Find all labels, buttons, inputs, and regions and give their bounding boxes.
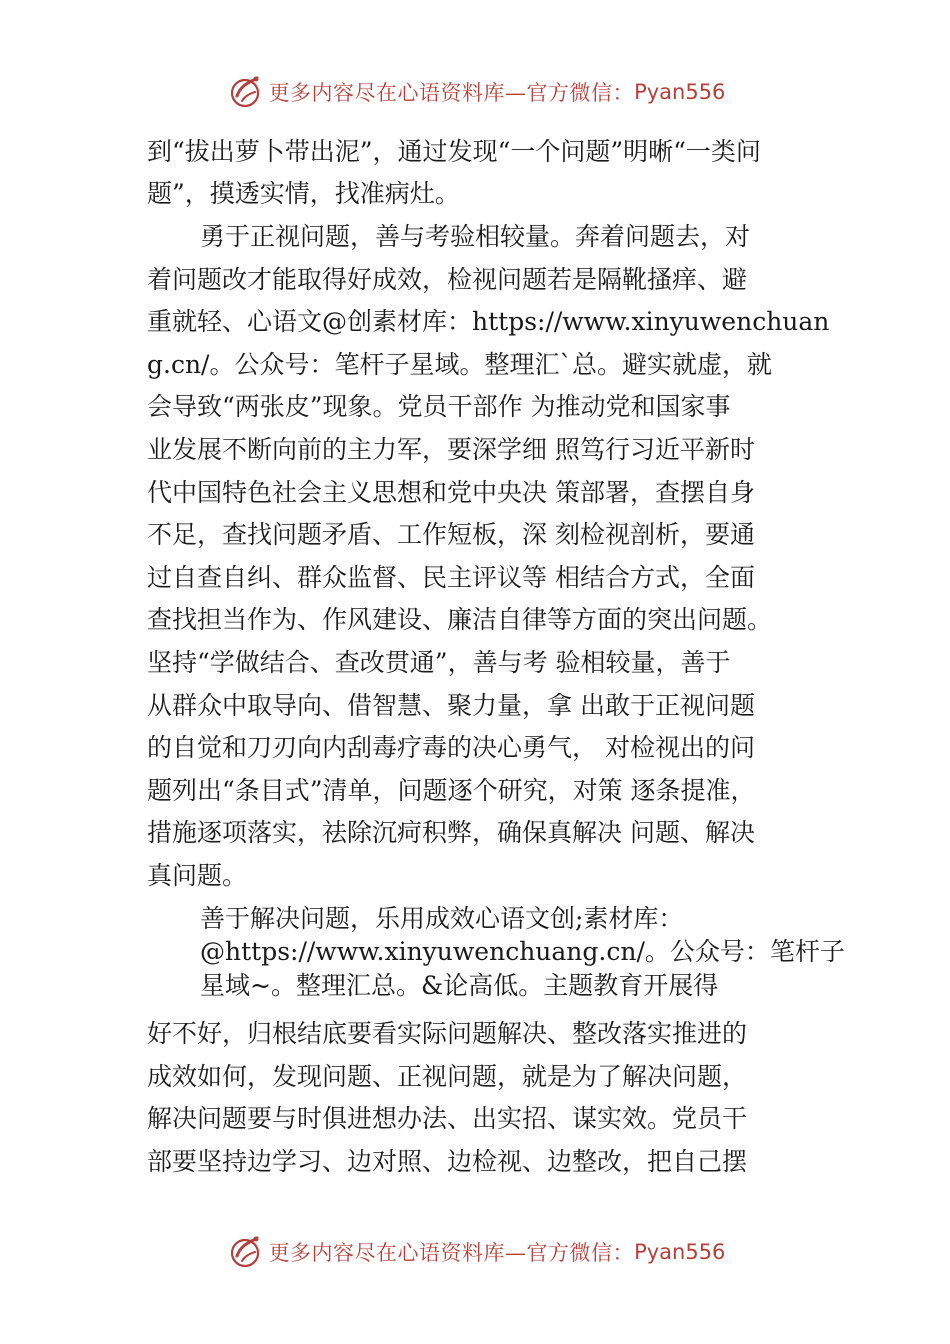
brand-logo-icon xyxy=(225,72,265,112)
text-line: @https://www.xinyuwenchuang.cn/。公众号：笔杆子 xyxy=(200,937,845,966)
text-line: 代中国特色社会主义思想和党中央决 策部署，查摆自身 xyxy=(147,478,755,507)
text-line: 星域~。整理汇总。&论高低。主题教育开展得 xyxy=(200,971,719,1000)
text-line: 善于解决问题，乐用成效心语文创;素材库： xyxy=(200,904,684,933)
header-promo-text: 更多内容尽在心语资料库—官方微信： xyxy=(268,81,635,105)
header-banner xyxy=(0,70,950,114)
footer-banner xyxy=(0,1230,950,1274)
text-line: 到“拔出萝卜带出泥”，通过发现“一个问题”明晰“一类问 xyxy=(147,137,761,166)
text-line: 不足，查找问题矛盾、工作短板，深 刻检视剖析，要通 xyxy=(147,520,755,549)
text-line: 题”，摸透实情，找准病灶。 xyxy=(147,179,460,208)
text-line: 过自查自纠、群众监督、民主评议等 相结合方式，全面 xyxy=(147,563,755,592)
brand-logo-icon xyxy=(225,1232,265,1272)
text-line: 措施逐项落实，祛除沉疴积弊，确保真解决 问题、解决 xyxy=(147,818,755,847)
text-line: 勇于正视问题，善与考验相较量。奔着问题去，对 xyxy=(200,222,751,251)
header-wechat-id: Pyan556 xyxy=(634,80,726,104)
text-line: 解决问题要与时俱进想办法、出实招、谋实效。党员干 xyxy=(147,1104,748,1133)
footer-wechat-id: Pyan556 xyxy=(634,1240,726,1264)
text-line: 着问题改才能取得好成效，检视问题若是隔靴搔痒、避 xyxy=(147,265,748,294)
text-line: 题列出“条目式”清单，问题逐个研究，对策 逐条提准， xyxy=(147,776,756,805)
text-line: 查找担当作为、作风建设、廉洁自律等方面的突出问题。 xyxy=(147,605,773,634)
text-line: 的自觉和刀刃向内刮毒疗毒的决心勇气， 对检视出的问 xyxy=(147,733,755,762)
text-line: g.cn/。公众号：笔杆子星域。整理汇`总。避实就虚，就 xyxy=(147,350,772,379)
text-line: 成效如何，发现问题、正视问题，就是为了解决问题， xyxy=(147,1062,748,1091)
text-line: 从群众中取导向、借智慧、聚力量，拿 出敢于正视问题 xyxy=(147,691,755,720)
text-line: 好不好，归根结底要看实际问题解决、整改落实推进的 xyxy=(147,1019,748,1048)
text-line: 业发展不断向前的主力军，要深学细 照笃行习近平新时 xyxy=(147,435,755,464)
text-line: 真问题。 xyxy=(147,861,248,890)
text-line: 坚持“学做结合、查改贯通”，善与考 验相较量，善于 xyxy=(147,648,731,677)
text-line: 部要坚持边学习、边对照、边检视、边整改，把自己摆 xyxy=(147,1147,748,1176)
text-line: 重就轻、心语文@创素材库：https://www.xinyuwenchuan xyxy=(147,307,830,336)
text-line: 会导致“两张皮”现象。党员干部作 为推动党和国家事 xyxy=(147,392,731,421)
footer-promo-text: 更多内容尽在心语资料库—官方微信： xyxy=(268,1241,635,1265)
